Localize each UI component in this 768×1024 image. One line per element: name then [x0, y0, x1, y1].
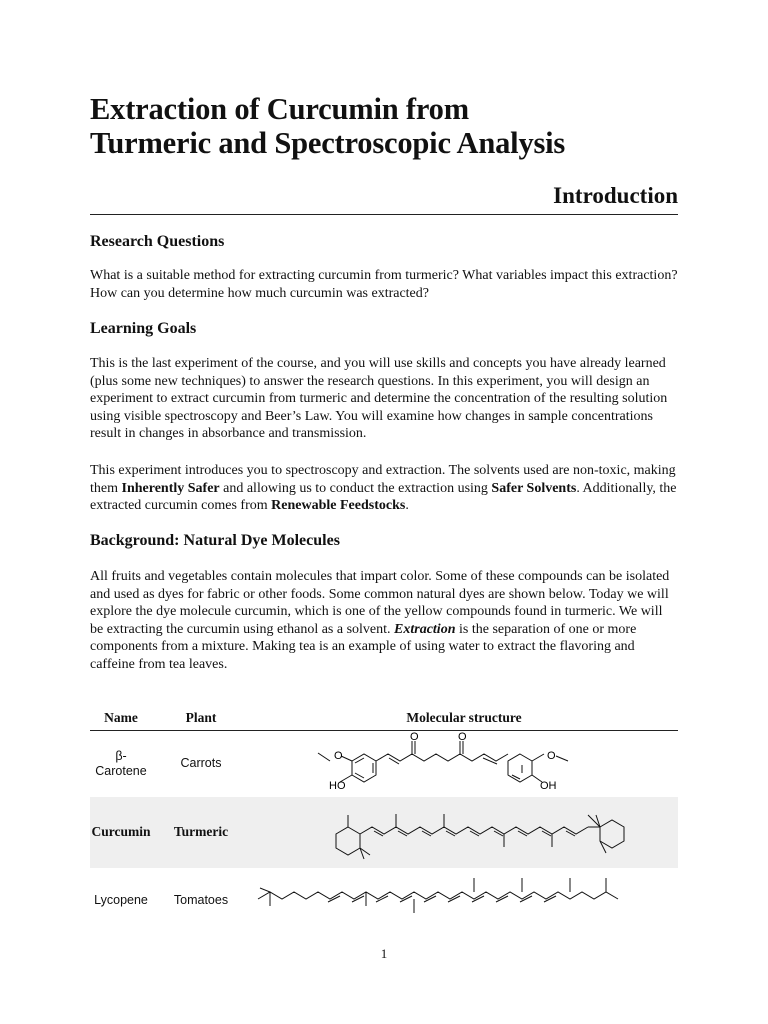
beta-carotene-structure-drawing [250, 797, 678, 864]
bold-term-safer-solvents: Safer Solvents [491, 480, 577, 496]
atom-label: HO [329, 779, 346, 792]
background-heading: Background: Natural Dye Molecules [90, 532, 340, 549]
background-paragraph [90, 568, 678, 674]
learning-goals-heading: Learning Goals [90, 320, 197, 337]
atom-label: O [334, 749, 343, 762]
learning-goals-paragraph: This is the last experiment of the course, and you will use skills and concepts you have already learned (plus some new techniques) to answer the research questions. In this experiment, you will design an experiment to extract curcumin from turmeric and determine the concentration of the resulting solution using visible spectroscopy and Beer’s Law. You will examine how changes in sample concentrations result in changes in absorbance and transmission. [90, 356, 668, 442]
text-run: . [405, 498, 409, 514]
column-header-plant: Plant [152, 706, 250, 730]
structure-cell [250, 868, 678, 934]
italic-term-extraction: Extraction [394, 621, 456, 637]
structure-cell [250, 797, 678, 868]
table-header-row [90, 706, 678, 730]
text-run: is the separation of one or more components from a mixture. Making tea is an example of using water to extract the flavoring and caffeine from tea leaves. [90, 621, 637, 672]
dye-plant-cell: Carrots [180, 756, 222, 770]
table-row [90, 730, 678, 797]
learning-goals-paragraph-2 [90, 462, 678, 515]
research-questions-heading: Research Questions [90, 233, 225, 250]
research-questions-text: What is a suitable method for extracting curcumin from turmeric? What variables impact this extraction? How can you determine how much curcumin was extracted? [90, 268, 678, 301]
document-title [90, 92, 565, 160]
dye-plant-cell: Tomatoes [173, 893, 229, 907]
section-heading: Introduction [553, 183, 678, 208]
text-run: . Additionally, the extracted curcumin comes from [90, 480, 677, 514]
dye-plant-cell: Turmeric [173, 824, 229, 839]
text-run: This experiment introduces you to spectroscopy and extraction. The solvents used are non-toxic, making them [90, 463, 676, 496]
lycopene-structure-drawing [250, 868, 678, 930]
section-divider [90, 214, 678, 215]
dye-name-cell: β- Carotene [95, 748, 147, 778]
dye-name-cell: Lycopene [94, 893, 148, 907]
page-number: 1 [380, 946, 388, 961]
column-header-name: Name [90, 706, 152, 730]
curcumin-structure-drawing [250, 731, 678, 793]
table-row [90, 868, 678, 934]
natural-dyes-table [90, 706, 678, 934]
column-header-structure: Molecular structure [250, 706, 678, 730]
atom-label: O [410, 730, 419, 743]
title-line-1: Extraction of Curcumin from [90, 92, 469, 126]
bold-term-renewable-feedstocks: Renewable Feedstocks [271, 498, 406, 514]
table-row [90, 797, 678, 868]
text-run: and allowing us to conduct the extraction using [219, 480, 492, 496]
atom-label: O [547, 749, 556, 762]
text-run: All fruits and vegetables contain molecules that impart color. Some of these compounds can be isolated and used as dyes for fabric or other foods. Some common natural dyes are shown below. Today we will explore the dye molecule curcumin, which is one of the yellow compounds found in turmeric. We will be extracting the curcumin using ethanol as a solvent. [90, 569, 670, 637]
atom-label: O [458, 730, 467, 743]
structure-cell [250, 730, 678, 797]
dye-name-cell: Curcumin [91, 824, 151, 839]
atom-label: OH [540, 779, 557, 792]
bold-term-inherently-safer: Inherently Safer [121, 480, 220, 496]
title-line-2: Turmeric and Spectroscopic Analysis [90, 126, 566, 160]
